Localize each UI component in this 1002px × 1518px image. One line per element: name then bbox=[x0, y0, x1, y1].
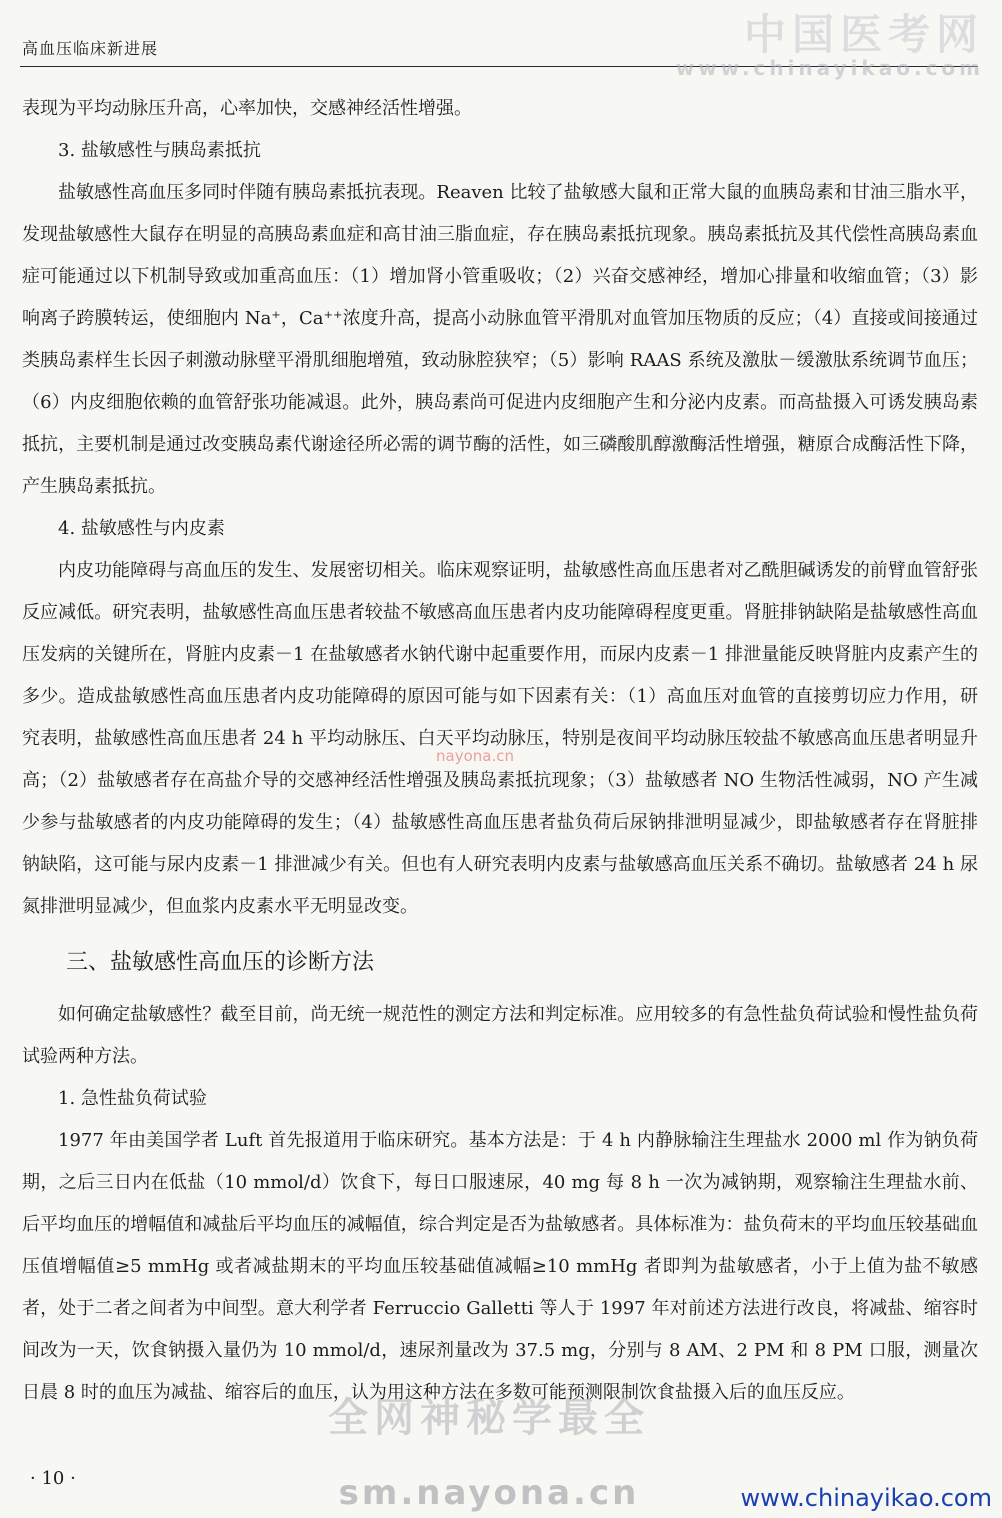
paragraph: 内皮功能障碍与高血压的发生、发展密切相关。临床观察证明，盐敏感性高血压患者对乙酰胆碱诱发的前臂血管舒张反应减低。研究表明，盐敏感性高血压患者较盐不敏感高血压患者内皮功能障碍程度更重。肾脏排钠缺陷是盐敏感性高血压发病的关键所在，肾脏内皮素－1 在盐敏感者水钠代谢中起重要作用，而尿内皮素－1 排泄量能反映肾脏内皮素产生的多少。造成盐敏感性高血压患者内皮功能障碍的原因可能与如下因素有关：（1）高血压对血管的直接剪切应力作用，研究表明，盐敏感性高血压患者 24 h 平均动脉压、白天平均动脉压，特别是夜间平均动脉压较盐不敏感高血压患者明显升高；（2）盐敏感者存在高盐介导的交感神经活性增强及胰岛素抵抗现象；（3）盐敏感者 NO 生物活性减弱，NO 产生减少参与盐敏感者的内皮功能障碍的发生；（4）盐敏感性高血压患者盐负荷后尿钠排泄明显减少，即盐敏感者存在肾脏排钠缺陷，这可能与尿内皮素－1 排泄减少有关。但也有人研究表明内皮素与盐敏感高血压关系不确切。盐敏感者 24 h 尿氮排泄明显减少，但血浆内皮素水平无明显改变。 bbox=[22, 560, 978, 917]
watermark-top-cn: 中国医考网 bbox=[743, 10, 984, 59]
watermark-bottom-right[interactable]: www.chinayikao.com bbox=[740, 1484, 992, 1512]
paragraph: 表现为平均动脉压升高，心率加快，交感神经活性增强。 bbox=[22, 98, 472, 119]
section-heading-3: 三、盐敏感性高血压的诊断方法 bbox=[66, 950, 375, 975]
watermark-middle: nayona.cn bbox=[436, 747, 514, 765]
watermark-bottom-center bbox=[328, 1386, 650, 1513]
paragraph: 盐敏感性高血压多同时伴随有胰岛素抵抗表现。Reaven 比较了盐敏感大鼠和正常大鼠的血胰岛素和甘油三脂水平，发现盐敏感性大鼠存在明显的高胰岛素血症和高甘油三脂血症，存在胰岛素抵抗现象。胰岛素抵抗及其代偿性高胰岛素血症可能通过以下机制导致或加重高血压：（1）增加肾小管重吸收；（2）兴奋交感神经，增加心排量和收缩血管；（3）影响离子跨膜转运，使细胞内 Na⁺，Ca⁺⁺浓度升高，提高小动脉血管平滑肌对血管加压物质的反应；（4）直接或间接通过类胰岛素样生长因子刺激动脉壁平滑肌细胞增殖，致动脉腔狭窄；（5）影响 RAAS 系统及激肽－缓激肽系统调节血压；（6）内皮细胞依赖的血管舒张功能减退。此外，胰岛素尚可促进内皮细胞产生和分泌内皮素。而高盐摄入可诱发胰岛素抵抗，主要机制是通过改变胰岛素代谢途径所必需的调节酶的活性，如三磷酸肌醇激酶活性增强，糖原合成酶活性下降，产生胰岛素抵抗。 bbox=[22, 182, 978, 497]
page-number: · 10 · bbox=[30, 1468, 76, 1489]
watermark-top-right bbox=[676, 12, 984, 80]
watermark-top-url: www.chinayikao.com bbox=[675, 56, 984, 80]
subheading-3: 3. 盐敏感性与胰岛素抵抗 bbox=[58, 140, 261, 161]
watermark-bottom-line2: sm.nayona.cn bbox=[338, 1473, 640, 1513]
paragraph: 1977 年由美国学者 Luft 首先报道用于临床研究。基本方法是：于 4 h 内静脉输注生理盐水 2000 ml 作为钠负荷期，之后三日内在低盐（10 mmol/d）饮食下，每日口服速尿，40 mg 每 8 h 一次为减钠期，观察输注生理盐水前、后平均血压的增幅值和减盐后平均血压的减幅值，综合判定是否为盐敏感者。具体标准为：盐负荷末的平均血压较基础血压值增幅值≥5 mmHg 或者减盐期末的平均血压较基础值减幅≥10 mmHg 者即判为盐敏感者，小于上值为盐不敏感者，处于二者之间者为中间型。意大利学者 Ferruccio Galletti 等人于 1997 年对前述方法进行改良，将减盐、缩容时间改为一天，饮食钠摄入量仍为 10 mmol/d，速尿剂量改为 37.5 mg，分别与 8 AM、2 PM 和 8 PM 口服，测量次日晨 8 时的血压为减盐、缩容后的血压，认为用这种方法在多数可能预测限制饮食盐摄入后的血压反应。 bbox=[22, 1130, 978, 1403]
watermark-bottom-line1: 全网神秘学最全 bbox=[328, 1395, 650, 1441]
paragraph: 如何确定盐敏感性？截至目前，尚无统一规范性的测定方法和判定标准。应用较多的有急性盐负荷试验和慢性盐负荷试验两种方法。 bbox=[22, 1004, 978, 1067]
subheading-1: 1. 急性盐负荷试验 bbox=[58, 1088, 207, 1109]
running-head: 高血压临床新进展 bbox=[22, 39, 159, 58]
subheading-4: 4. 盐敏感性与内皮素 bbox=[58, 518, 225, 539]
